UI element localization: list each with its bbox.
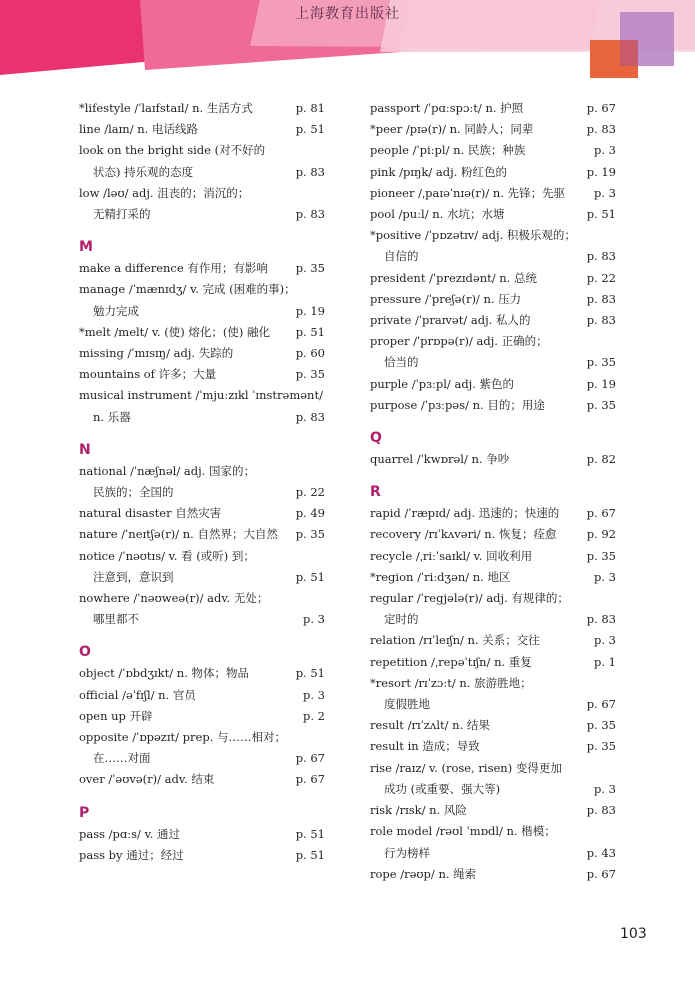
entry-page-ref: p. 49 <box>295 506 325 521</box>
index-entry <box>79 503 325 524</box>
entry-page-ref: p. 3 <box>303 612 325 627</box>
entry-text: object /ˈɒbdʒɪkt/ n. 物体；物品 <box>79 666 250 681</box>
entry-page-ref: p. 43 <box>586 845 616 860</box>
entry-page-ref: p. 35 <box>586 739 616 754</box>
index-entry <box>79 364 325 385</box>
index-entry <box>79 588 325 630</box>
section-letter: P <box>79 804 90 821</box>
entry-text: pool /puːl/ n. 水坑；水塘 <box>370 207 505 222</box>
index-entry <box>370 546 616 567</box>
entry-text: recovery /rɪˈkʌvəri/ n. 恢复；痊愈 <box>370 527 557 542</box>
entry-page-ref: p. 35 <box>295 367 325 382</box>
entry-text: make a difference 有作用；有影响 <box>79 261 268 276</box>
index-entry <box>79 663 325 684</box>
entry-text-continued: 状态) 持乐观的态度 <box>93 164 194 179</box>
index-entry <box>370 204 616 225</box>
entry-page-ref: p. 51 <box>295 122 325 137</box>
index-entry <box>370 715 616 736</box>
entry-text-continued: 民族的；全国的 <box>93 485 174 500</box>
entry-text: national /ˈnæʃnəl/ adj. 国家的； <box>79 463 255 478</box>
entry-text: nature /ˈneɪtʃə(r)/ n. 自然界；大自然 <box>79 527 278 542</box>
entry-text: private /ˈpraɪvət/ adj. 私人的 <box>370 313 531 328</box>
entry-text: repetition /ˌrepəˈtɪʃn/ n. 重复 <box>370 654 532 669</box>
index-entry <box>370 119 616 140</box>
entry-page-ref: p. 51 <box>295 826 325 841</box>
entry-text: pass /pɑːs/ v. 通过 <box>79 826 181 841</box>
index-entry <box>79 98 325 119</box>
entry-text: pink /pɪŋk/ adj. 粉红色的 <box>370 164 507 179</box>
index-entry <box>79 461 325 503</box>
index-column-left <box>79 98 325 866</box>
entry-text: people /ˈpiːpl/ n. 民族；种族 <box>370 143 526 158</box>
entry-page-ref: p. 51 <box>586 207 616 222</box>
entry-page-ref: p. 83 <box>586 122 616 137</box>
entry-text: *peer /pɪə(r)/ n. 同龄人；同辈 <box>370 122 534 137</box>
index-entry <box>370 652 616 673</box>
index-entry <box>79 279 325 321</box>
entry-page-ref: p. 2 <box>303 708 325 723</box>
index-entry <box>370 183 616 204</box>
section-letter: Q <box>370 430 382 447</box>
entry-text: president /ˈprezɪdənt/ n. 总统 <box>370 270 537 285</box>
entry-page-ref: p. 3 <box>594 185 616 200</box>
entry-page-ref: p. 81 <box>295 101 325 115</box>
index-entry <box>370 310 616 331</box>
section-letter: N <box>79 441 91 458</box>
entry-page-ref: p. 1 <box>594 654 616 669</box>
entry-text-continued: n. 乐器 <box>93 409 131 424</box>
entry-page-ref: p. 19 <box>586 164 616 179</box>
index-entry <box>370 800 616 821</box>
section-letter: O <box>79 644 91 661</box>
index-entry <box>370 98 616 119</box>
entry-text: notice /ˈnəʊtɪs/ v. 看 (或听) 到； <box>79 548 255 563</box>
index-entry <box>79 183 325 225</box>
index-entry <box>370 374 616 395</box>
index-entry <box>79 343 325 364</box>
section-letter: M <box>79 239 93 256</box>
entry-text: quarrel /ˈkwɒrəl/ n. 争吵 <box>370 452 510 467</box>
entry-page-ref: p. 51 <box>295 569 325 584</box>
entry-page-ref: p. 67 <box>586 697 616 712</box>
entry-text-continued: 无精打采的 <box>93 207 151 222</box>
index-entry <box>370 268 616 289</box>
entry-text: manage /ˈmænɪdʒ/ v. 完成 (困难的事)； <box>79 282 296 297</box>
entry-page-ref: p. 83 <box>295 409 325 424</box>
entry-text: rapid /ˈræpɪd/ adj. 迅速的；快速的 <box>370 506 560 521</box>
entry-page-ref: p. 67 <box>586 101 616 115</box>
entry-page-ref: p. 83 <box>586 612 616 627</box>
entry-page-ref: p. 83 <box>586 803 616 818</box>
entry-text-continued: 恰当的 <box>384 355 419 370</box>
entry-page-ref: p. 22 <box>586 270 616 285</box>
entry-page-ref: p. 60 <box>295 346 325 361</box>
entry-text: purple /ˈpɜːpl/ adj. 紫色的 <box>370 376 515 391</box>
entry-text: purpose /ˈpɜːpəs/ n. 目的；用途 <box>370 397 545 412</box>
entry-text: *positive /ˈpɒzətɪv/ adj. 积极乐观的； <box>370 228 576 243</box>
entry-page-ref: p. 83 <box>295 207 325 222</box>
entry-text: pass by 通过；经过 <box>79 847 184 862</box>
index-entry <box>370 673 616 715</box>
entry-text: low /ləʊ/ adj. 沮丧的；消沉的； <box>79 185 250 200</box>
entry-text: regular /ˈregjələ(r)/ adj. 有规律的； <box>370 591 569 606</box>
entry-page-ref: p. 3 <box>594 569 616 584</box>
entry-page-ref: p. 35 <box>295 261 325 276</box>
entry-text: *lifestyle /ˈlaɪfstaɪl/ n. 生活方式 <box>79 101 253 115</box>
index-entry <box>370 140 616 161</box>
entry-page-ref: p. 83 <box>586 249 616 264</box>
entry-text: proper /ˈprɒpə(r)/ adj. 正确的； <box>370 334 548 349</box>
index-entry <box>370 449 616 470</box>
entry-page-ref: p. 3 <box>594 633 616 648</box>
entry-text: role model /rəʊl ˈmɒdl/ n. 楷模； <box>370 824 556 839</box>
index-entry <box>370 567 616 588</box>
index-entry <box>79 727 325 769</box>
entry-page-ref: p. 51 <box>295 666 325 681</box>
entry-page-ref: p. 51 <box>295 324 325 339</box>
entry-page-ref: p. 3 <box>594 143 616 158</box>
index-entry <box>79 824 325 845</box>
entry-text-continued: 勉力完成 <box>93 303 139 318</box>
index-entry <box>79 119 325 140</box>
entry-page-ref: p. 3 <box>303 687 325 702</box>
index-entry <box>370 503 616 524</box>
entry-text: *melt /melt/ v. (使) 熔化；(使) 融化 <box>79 324 271 339</box>
entry-text-continued: 定时的 <box>384 612 419 627</box>
entry-text-continued: 注意到，意识到 <box>93 569 174 584</box>
entry-page-ref: p. 19 <box>295 303 325 318</box>
entry-text: *region /ˈriːdʒən/ n. 地区 <box>370 569 511 584</box>
entry-text-continued: 哪里都不 <box>93 612 139 627</box>
entry-text-continued: 行为榜样 <box>384 845 430 860</box>
entry-text: natural disaster 自然灾害 <box>79 506 222 521</box>
entry-page-ref: p. 67 <box>586 506 616 521</box>
entry-page-ref: p. 35 <box>586 548 616 563</box>
entry-text: line /laɪn/ n. 电话线路 <box>79 122 198 137</box>
index-entry <box>79 258 325 279</box>
entry-text: official /əˈfɪʃl/ n. 官员 <box>79 687 196 702</box>
entry-page-ref: p. 83 <box>586 313 616 328</box>
index-entry <box>79 769 325 790</box>
index-entry <box>79 685 325 706</box>
entry-text-continued: 度假胜地 <box>384 697 430 712</box>
entry-text: pioneer /ˌpaɪəˈnɪə(r)/ n. 先锋；先驱 <box>370 185 566 200</box>
index-entry <box>370 524 616 545</box>
index-entry <box>79 385 325 427</box>
entry-text: opposite /ˈɒpəzɪt/ prep. 与……相对； <box>79 730 287 745</box>
entry-text: passport /ˈpɑːspɔːt/ n. 护照 <box>370 101 524 115</box>
section-letter: R <box>370 484 381 501</box>
index-entry <box>79 546 325 588</box>
entry-page-ref: p. 67 <box>295 751 325 766</box>
entry-text: over /ˈəʊvə(r)/ adv. 结束 <box>79 772 215 787</box>
index-entry <box>370 225 616 267</box>
index-entry <box>79 140 325 182</box>
entry-text: pressure /ˈpreʃə(r)/ n. 压力 <box>370 291 522 306</box>
entry-text: nowhere /ˈnəʊweə(r)/ adv. 无处； <box>79 591 269 606</box>
entry-page-ref: p. 22 <box>295 485 325 500</box>
entry-text: mountains of 许多；大量 <box>79 367 217 382</box>
entry-page-ref: p. 83 <box>586 291 616 306</box>
entry-text: open up 开辟 <box>79 708 153 723</box>
index-entry <box>79 322 325 343</box>
entry-text: *resort /rɪˈzɔːt/ n. 旅游胜地； <box>370 675 532 690</box>
index-entry <box>370 289 616 310</box>
entry-page-ref: p. 83 <box>295 164 325 179</box>
entry-page-ref: p. 19 <box>586 376 616 391</box>
index-entry <box>370 864 616 885</box>
index-entry <box>370 162 616 183</box>
index-entry <box>79 524 325 545</box>
entry-text: result /rɪˈzʌlt/ n. 结果 <box>370 718 490 733</box>
entry-page-ref: p. 35 <box>586 355 616 370</box>
entry-text: result in 造成；导致 <box>370 739 480 754</box>
entry-page-ref: p. 67 <box>586 866 616 881</box>
publisher-name: 上海教育出版社 <box>295 6 400 22</box>
index-entry <box>370 588 616 630</box>
entry-text: risk /rɪsk/ n. 风险 <box>370 803 467 818</box>
entry-text-continued: 成功 (或重要、强大等) <box>384 781 501 796</box>
entry-text: relation /rɪˈleɪʃn/ n. 关系；交往 <box>370 633 540 648</box>
entry-page-ref: p. 82 <box>586 452 616 467</box>
index-entry <box>370 331 616 373</box>
entry-page-ref: p. 51 <box>295 847 325 862</box>
index-entry <box>370 736 616 757</box>
index-entry <box>79 845 325 866</box>
index-entry <box>79 706 325 727</box>
index-entry <box>370 821 616 863</box>
entry-text: recycle /ˌriːˈsaɪkl/ v. 回收利用 <box>370 548 533 563</box>
entry-page-ref: p. 35 <box>295 527 325 542</box>
entry-page-ref: p. 67 <box>295 772 325 787</box>
entry-text: look on the bright side (对不好的 <box>79 143 266 158</box>
entry-text-continued: 在……对面 <box>93 751 151 766</box>
entry-text: rise /raɪz/ v. (rose, risen) 变得更加 <box>370 760 562 775</box>
entry-page-ref: p. 92 <box>586 527 616 542</box>
index-entry <box>370 395 616 416</box>
entry-text: musical instrument /ˈmjuːzɪkl ˈɪnstrəmənt/ <box>79 388 323 403</box>
page-number: 103 <box>620 926 647 942</box>
entry-text: rope /rəʊp/ n. 绳索 <box>370 866 477 881</box>
entry-page-ref: p. 35 <box>586 397 616 412</box>
index-column-right <box>370 98 616 885</box>
entry-page-ref: p. 35 <box>586 718 616 733</box>
index-entry <box>370 758 616 800</box>
entry-text: missing /ˈmɪsɪŋ/ adj. 失踪的 <box>79 346 234 361</box>
entry-page-ref: p. 3 <box>594 781 616 796</box>
index-entry <box>370 630 616 651</box>
entry-text-continued: 自信的 <box>384 249 419 264</box>
